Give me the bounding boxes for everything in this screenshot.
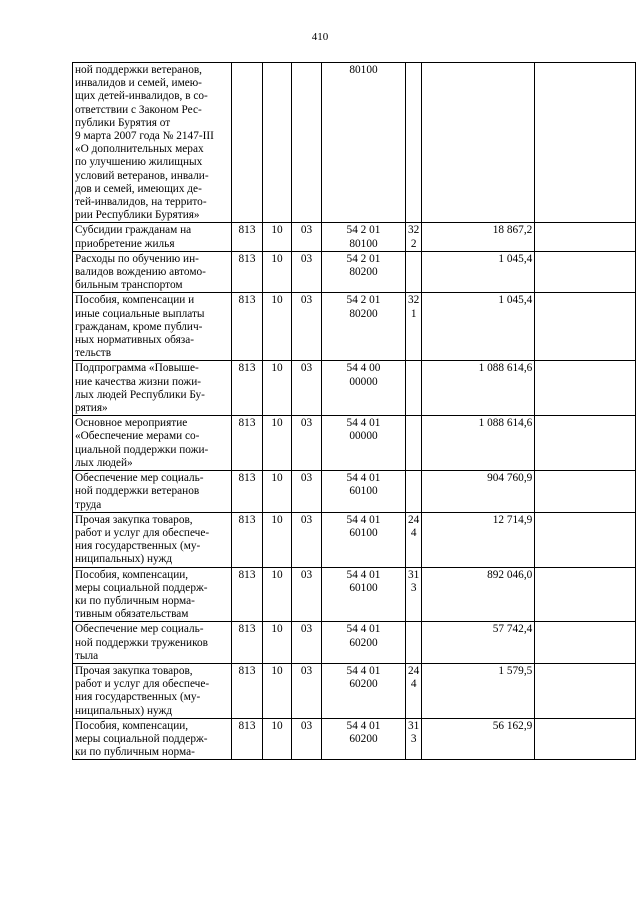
cell-podrazdel: 03 xyxy=(292,567,322,622)
cell-razdel: 10 xyxy=(263,512,292,567)
cell-csr xyxy=(322,251,406,293)
cell-csr xyxy=(322,567,406,622)
cell-csr-line: 60100 xyxy=(349,581,378,594)
cell-name-line: ниципальных) нужд xyxy=(75,704,173,717)
cell-csr-line: 54 4 01 xyxy=(346,568,381,581)
cell-vr xyxy=(406,567,422,622)
cell-name-line: щих детей-инвалидов, в со- xyxy=(75,90,208,103)
cell-empty xyxy=(535,567,636,622)
cell-vr-line: 24 xyxy=(408,513,420,526)
cell-name-line: Подпрограмма «Повыше- xyxy=(75,362,199,375)
cell-name xyxy=(73,293,232,361)
cell-vr xyxy=(406,361,422,416)
cell-name-line: меры социальной поддерж- xyxy=(75,732,208,745)
cell-name xyxy=(73,223,232,251)
cell-vr-line: 2 xyxy=(410,237,417,250)
cell-name-line: иные социальные выплаты xyxy=(75,307,205,320)
cell-name-line: ной поддержки ветеранов, xyxy=(75,64,203,76)
cell-csr-line: 60200 xyxy=(349,636,378,649)
table-row xyxy=(73,512,636,567)
cell-csr xyxy=(322,223,406,251)
cell-csr-line: 60200 xyxy=(349,732,378,745)
cell-name-line: приобретение жилья xyxy=(75,237,175,250)
cell-name-line: Пособия, компенсации, xyxy=(75,719,189,732)
cell-sum: 1 088 614,6 xyxy=(422,361,535,416)
cell-name-line: по улучшению жилищных xyxy=(75,156,203,169)
cell-name-line: дов и семей, имеющих де- xyxy=(75,182,202,195)
cell-name-line: Обеспечение мер социаль- xyxy=(75,623,204,636)
cell-sum: 1 579,5 xyxy=(422,663,535,718)
cell-vr xyxy=(406,223,422,251)
table-row xyxy=(73,471,636,513)
cell-name-line: ответствии с Законом Рес- xyxy=(75,103,202,116)
cell-name-line: труда xyxy=(75,498,102,511)
cell-name-line: ки по публичным норма- xyxy=(75,746,195,759)
cell-podrazdel: 03 xyxy=(292,718,322,760)
cell-csr-line: 54 4 01 xyxy=(346,623,381,636)
cell-name xyxy=(73,567,232,622)
cell-sum: 904 760,9 xyxy=(422,471,535,513)
cell-csr-line: 00000 xyxy=(349,430,378,443)
cell-name xyxy=(73,512,232,567)
cell-podrazdel: 03 xyxy=(292,512,322,567)
cell-razdel: 10 xyxy=(263,251,292,293)
cell-name-line: лых людей» xyxy=(75,456,133,469)
table-row xyxy=(73,663,636,718)
cell-name-line: работ и услуг для обеспече- xyxy=(75,526,210,539)
cell-razdel: 10 xyxy=(263,471,292,513)
table-row xyxy=(73,223,636,251)
cell-name-line: Прочая закупка товаров, xyxy=(75,513,193,526)
cell-vr xyxy=(406,251,422,293)
cell-empty xyxy=(535,361,636,416)
cell-razdel: 10 xyxy=(263,718,292,760)
cell-csr-line: 54 2 01 xyxy=(346,252,381,265)
cell-csr xyxy=(322,718,406,760)
cell-name xyxy=(73,663,232,718)
cell-name-line: ние качества жизни пожи- xyxy=(75,375,202,388)
cell-empty xyxy=(535,223,636,251)
cell-csr-line: 00000 xyxy=(349,375,378,388)
cell-podrazdel: 03 xyxy=(292,223,322,251)
cell-name-line: ния государственных (му- xyxy=(75,540,201,553)
cell-sum: 12 714,9 xyxy=(422,512,535,567)
cell-name-line: меры социальной поддерж- xyxy=(75,581,208,594)
cell-name-line: инвалидов и семей, имею- xyxy=(75,77,202,90)
cell-csr-line: 60100 xyxy=(349,485,378,498)
cell-razdel: 10 xyxy=(263,361,292,416)
cell-csr-line: 54 4 01 xyxy=(346,719,381,732)
cell-name-line: ния государственных (му- xyxy=(75,691,201,704)
cell-razdel: 10 xyxy=(263,223,292,251)
cell-vr-line: 1 xyxy=(410,307,417,320)
cell-empty xyxy=(535,663,636,718)
cell-grbs: 813 xyxy=(232,361,263,416)
cell-csr xyxy=(322,63,406,223)
table-row xyxy=(73,416,636,471)
cell-empty xyxy=(535,718,636,760)
cell-name-line: Пособия, компенсации и xyxy=(75,294,195,307)
cell-vr xyxy=(406,512,422,567)
cell-vr xyxy=(406,293,422,361)
cell-vr-line: 24 xyxy=(408,664,420,677)
table-row xyxy=(73,293,636,361)
cell-razdel: 10 xyxy=(263,567,292,622)
table-row xyxy=(73,63,636,223)
cell-name-line: 9 марта 2007 года № 2147-III xyxy=(75,130,214,143)
cell-csr xyxy=(322,622,406,664)
cell-csr xyxy=(322,416,406,471)
cell-sum: 18 867,2 xyxy=(422,223,535,251)
table-row xyxy=(73,622,636,664)
cell-vr-line: 4 xyxy=(410,526,417,539)
cell-name xyxy=(73,251,232,293)
cell-vr xyxy=(406,718,422,760)
cell-razdel xyxy=(263,63,292,223)
cell-csr-line: 54 4 01 xyxy=(346,417,381,430)
cell-vr-line: 4 xyxy=(410,678,417,691)
cell-vr xyxy=(406,63,422,223)
cell-vr-line: 32 xyxy=(408,224,420,237)
cell-csr-line: 80200 xyxy=(349,266,378,279)
cell-razdel: 10 xyxy=(263,416,292,471)
cell-vr-line: 32 xyxy=(408,294,420,307)
cell-csr xyxy=(322,471,406,513)
cell-name xyxy=(73,361,232,416)
cell-name-line: Пособия, компенсации, xyxy=(75,568,189,581)
cell-grbs: 813 xyxy=(232,293,263,361)
cell-grbs xyxy=(232,63,263,223)
budget-table-body xyxy=(73,63,636,760)
cell-csr xyxy=(322,663,406,718)
cell-razdel: 10 xyxy=(263,663,292,718)
table-row xyxy=(73,567,636,622)
cell-name-line: тыла xyxy=(75,649,99,662)
cell-empty xyxy=(535,512,636,567)
cell-sum: 1 045,4 xyxy=(422,293,535,361)
cell-name-line: ных нормативных обяза- xyxy=(75,334,195,347)
cell-name-line: «О дополнительных мерах xyxy=(75,143,204,156)
cell-grbs: 813 xyxy=(232,251,263,293)
cell-grbs: 813 xyxy=(232,663,263,718)
page-number: 410 xyxy=(311,31,329,43)
cell-grbs: 813 xyxy=(232,416,263,471)
cell-csr-line: 80100 xyxy=(349,64,378,76)
cell-grbs: 813 xyxy=(232,512,263,567)
cell-podrazdel: 03 xyxy=(292,622,322,664)
cell-razdel: 10 xyxy=(263,622,292,664)
cell-empty xyxy=(535,471,636,513)
cell-name xyxy=(73,471,232,513)
cell-vr-line: 31 xyxy=(408,568,420,581)
cell-name-line: ниципальных) нужд xyxy=(75,553,173,566)
cell-podrazdel: 03 xyxy=(292,361,322,416)
cell-grbs: 813 xyxy=(232,471,263,513)
cell-empty xyxy=(535,293,636,361)
cell-name-line: бильным транспортом xyxy=(75,279,183,292)
cell-name-line: Обеспечение мер социаль- xyxy=(75,472,204,485)
cell-csr-line: 54 2 01 xyxy=(346,224,381,237)
cell-name-line: Субсидии гражданам на xyxy=(75,224,192,237)
table-row xyxy=(73,718,636,760)
cell-csr-line: 54 2 01 xyxy=(346,294,381,307)
table-row xyxy=(73,361,636,416)
cell-name-line: валидов вождению автомо- xyxy=(75,266,206,279)
cell-csr-line: 54 4 01 xyxy=(346,664,381,677)
cell-name-line: рятия» xyxy=(75,402,108,415)
cell-podrazdel: 03 xyxy=(292,416,322,471)
cell-empty xyxy=(535,416,636,471)
cell-sum: 57 742,4 xyxy=(422,622,535,664)
cell-name-line: Расходы по обучению ин- xyxy=(75,252,199,265)
cell-csr-line: 60100 xyxy=(349,526,378,539)
cell-empty xyxy=(535,63,636,223)
cell-name xyxy=(73,718,232,760)
cell-name-line: циальной поддержки пожи- xyxy=(75,443,209,456)
cell-name xyxy=(73,63,232,223)
cell-csr-line: 54 4 00 xyxy=(346,362,381,375)
cell-name-line: гражданам, кроме публич- xyxy=(75,320,203,333)
cell-sum: 56 162,9 xyxy=(422,718,535,760)
cell-empty xyxy=(535,622,636,664)
cell-vr xyxy=(406,622,422,664)
cell-vr-line: 3 xyxy=(410,581,417,594)
table-row xyxy=(73,251,636,293)
cell-vr xyxy=(406,471,422,513)
cell-grbs: 813 xyxy=(232,567,263,622)
cell-csr-line: 54 4 01 xyxy=(346,513,381,526)
cell-csr-line: 80100 xyxy=(349,237,378,250)
cell-name-line: ной поддержки тружеников xyxy=(75,636,208,649)
cell-sum xyxy=(422,63,535,223)
cell-empty xyxy=(535,251,636,293)
cell-sum: 892 046,0 xyxy=(422,567,535,622)
cell-podrazdel xyxy=(292,63,322,223)
cell-name-line: «Обеспечение мерами со- xyxy=(75,430,200,443)
cell-csr-line: 80200 xyxy=(349,307,378,320)
cell-grbs: 813 xyxy=(232,223,263,251)
cell-name-line: условий ветеранов, инвали- xyxy=(75,169,209,182)
cell-grbs: 813 xyxy=(232,622,263,664)
cell-name-line: тивным обязательствам xyxy=(75,608,189,621)
cell-name-line: Основное мероприятие xyxy=(75,417,188,430)
cell-podrazdel: 03 xyxy=(292,663,322,718)
cell-sum: 1 088 614,6 xyxy=(422,416,535,471)
cell-name-line: Прочая закупка товаров, xyxy=(75,664,193,677)
cell-vr xyxy=(406,416,422,471)
budget-table xyxy=(72,62,636,760)
cell-podrazdel: 03 xyxy=(292,251,322,293)
cell-name xyxy=(73,416,232,471)
cell-name-line: работ и услуг для обеспече- xyxy=(75,678,210,691)
cell-name-line: рии Республики Бурятия» xyxy=(75,209,200,222)
cell-name-line: публики Бурятия от xyxy=(75,116,171,129)
cell-vr-line: 3 xyxy=(410,732,417,745)
cell-name-line: лых людей Республики Бу- xyxy=(75,388,205,401)
cell-vr xyxy=(406,663,422,718)
cell-csr xyxy=(322,293,406,361)
cell-name-line: тельств xyxy=(75,347,112,360)
cell-name-line: тей-инвалидов, на террито- xyxy=(75,196,207,209)
cell-name-line: ки по публичным норма- xyxy=(75,594,195,607)
cell-name-line: ной поддержки ветеранов xyxy=(75,485,200,498)
cell-podrazdel: 03 xyxy=(292,471,322,513)
cell-csr-line: 60200 xyxy=(349,678,378,691)
cell-csr xyxy=(322,512,406,567)
cell-razdel: 10 xyxy=(263,293,292,361)
cell-podrazdel: 03 xyxy=(292,293,322,361)
cell-csr xyxy=(322,361,406,416)
cell-name xyxy=(73,622,232,664)
cell-sum: 1 045,4 xyxy=(422,251,535,293)
cell-csr-line: 54 4 01 xyxy=(346,472,381,485)
cell-vr-line: 31 xyxy=(408,719,420,732)
cell-grbs: 813 xyxy=(232,718,263,760)
